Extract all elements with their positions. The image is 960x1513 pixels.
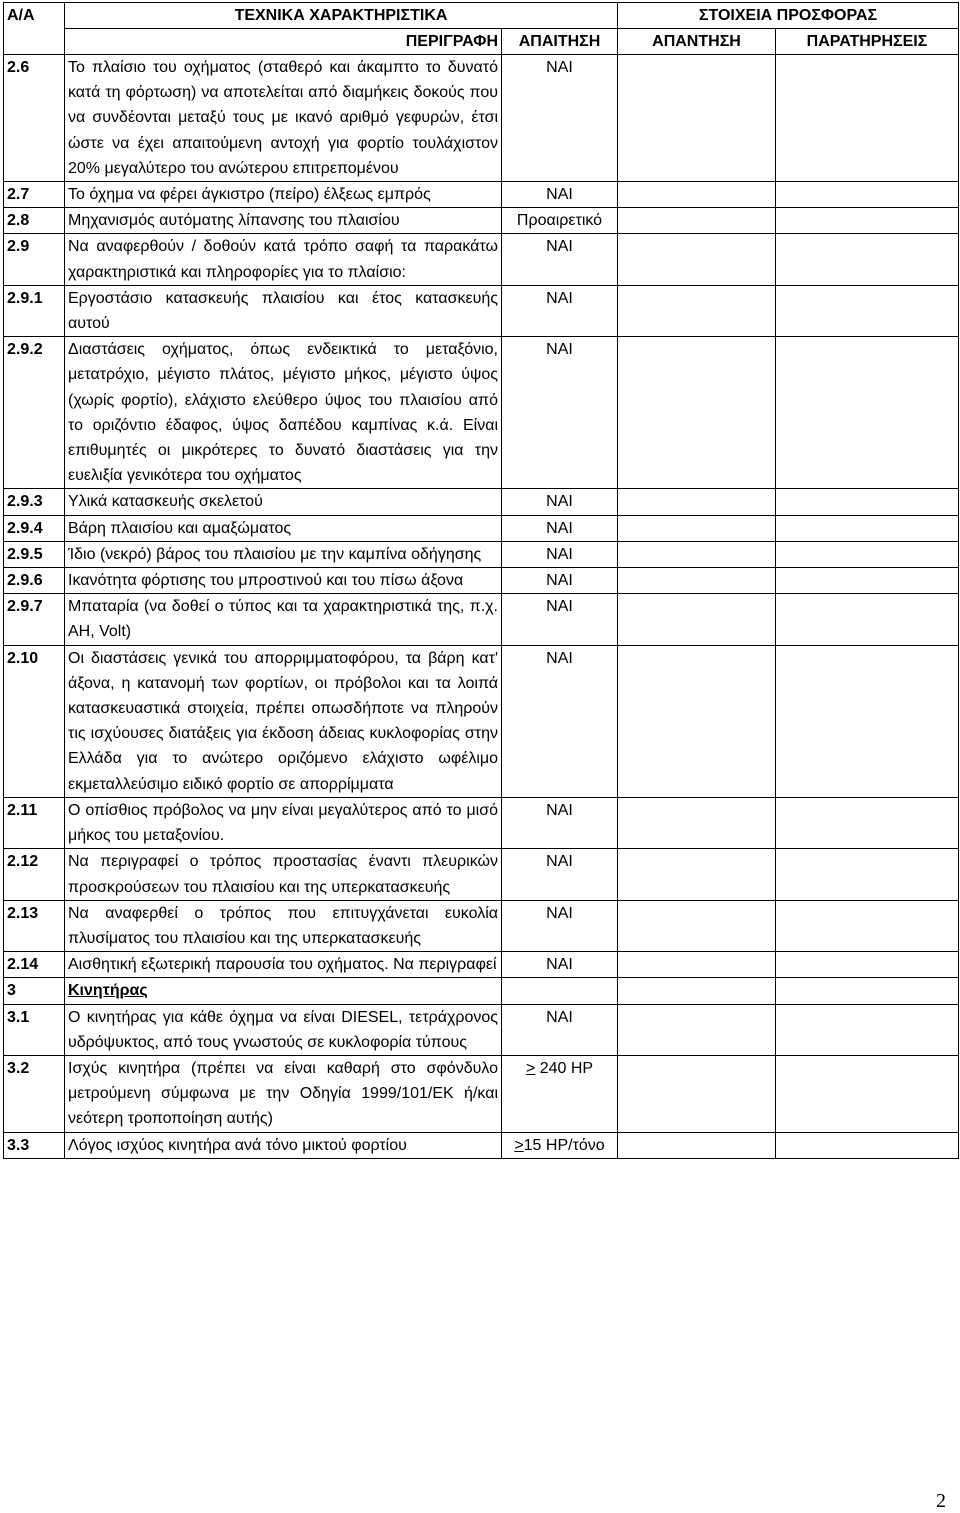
table-row: [4, 594, 959, 645]
section-title: Κινητήρας: [65, 978, 502, 1004]
row-requirement: ΝΑΙ: [502, 541, 618, 567]
row-answer-cell[interactable]: [618, 337, 776, 489]
header-row-top: [4, 3, 959, 29]
table-row: [4, 55, 959, 182]
row-answer-cell[interactable]: [618, 594, 776, 645]
row-number: 2.9.3: [4, 489, 65, 515]
row-description: Μηχανισμός αυτόματης λίπανσης του πλαισίου: [65, 208, 502, 234]
table-row: [4, 208, 959, 234]
row-requirement: [502, 1132, 618, 1158]
row-notes-cell[interactable]: [776, 337, 959, 489]
row-answer-cell[interactable]: [618, 285, 776, 336]
row-notes-cell[interactable]: [776, 978, 959, 1004]
row-number: 3.1: [4, 1004, 65, 1055]
row-answer-cell[interactable]: [618, 515, 776, 541]
row-requirement: [502, 1055, 618, 1132]
row-description: Το όχημα να φέρει άγκιστρο (πείρο) έλξεως εμπρός: [65, 182, 502, 208]
row-requirement: ΝΑΙ: [502, 515, 618, 541]
row-answer-cell[interactable]: [618, 1004, 776, 1055]
table-row: [4, 285, 959, 336]
row-requirement: ΝΑΙ: [502, 337, 618, 489]
row-description: Ο κινητήρας για κάθε όχημα να είναι DIESEL, τετράχρονος υδρόψυκτος, από τους γνωστούς σε κυκλοφορία τύπους: [65, 1004, 502, 1055]
row-notes-cell[interactable]: [776, 1055, 959, 1132]
row-number: 2.10: [4, 645, 65, 797]
table-row: [4, 489, 959, 515]
row-requirement: ΝΑΙ: [502, 55, 618, 182]
header-requirement: ΑΠΑΙΤΗΣΗ: [502, 29, 618, 55]
row-description: Οι διαστάσεις γενικά του απορριμματοφόρου, τα βάρη κατ' άξονα, η κατανομή των φορτίων, οι πρόβολοι και τα λοιπά κατασκευαστικά στοιχεία, πρέπει οπωσδήποτε να πληρούν τις ισχύουσες διατάξεις για έκδοση άδειας κυκλοφορίας στην Ελλάδα για το ανώτερο οριζόμενο ελάχιστο ωφέλιμο εκμεταλλεύσιμο ειδικό φορτίο σε απορρίμματα: [65, 645, 502, 797]
row-answer-cell[interactable]: [618, 900, 776, 951]
row-number: 2.11: [4, 797, 65, 848]
header-row-bottom: [4, 29, 959, 55]
row-description: Υλικά κατασκευής σκελετού: [65, 489, 502, 515]
section-number: 3: [4, 978, 65, 1004]
row-number: 3.2: [4, 1055, 65, 1132]
row-answer-cell[interactable]: [618, 797, 776, 848]
row-number: 2.9.6: [4, 568, 65, 594]
row-description: Εργοστάσιο κατασκευής πλαισίου και έτος κατασκευής αυτού: [65, 285, 502, 336]
row-notes-cell[interactable]: [776, 1132, 959, 1158]
row-answer-cell[interactable]: [618, 541, 776, 567]
row-requirement: ΝΑΙ: [502, 1004, 618, 1055]
row-number: 2.9.5: [4, 541, 65, 567]
greater-equal-symbol: >: [525, 1059, 536, 1077]
header-aa: Α/Α: [4, 3, 65, 55]
row-answer-cell[interactable]: [618, 234, 776, 285]
row-notes-cell[interactable]: [776, 55, 959, 182]
row-notes-cell[interactable]: [776, 952, 959, 978]
row-description: Διαστάσεις οχήματος, όπως ενδεικτικά το μεταξόνιο, μετατρόχιο, μέγιστο πλάτος, μέγιστο μήκος, μέγιστο ύψος (χωρίς φορτίο), ελάχιστο ελεύθερο ύψος του πλαισίου από το οριζόντιο έδαφος, ύψος δαπέδου καμπίνας κ.ά. Είναι επιθυμητές οι μικρότερες το δυνατό διαστάσεις για την ευελιξία γενικότερα του οχήματος: [65, 337, 502, 489]
row-answer-cell[interactable]: [618, 645, 776, 797]
row-number: 3.3: [4, 1132, 65, 1158]
table-row: [4, 568, 959, 594]
row-number: 2.9.7: [4, 594, 65, 645]
row-requirement: ΝΑΙ: [502, 797, 618, 848]
row-description: Ισχύς κινητήρα (πρέπει να είναι καθαρή στο σφόνδυλο μετρούμενη σύμφωνα με την Οδηγία 1999/101/ΕΚ ή/και νεότερη τροποποίηση αυτής): [65, 1055, 502, 1132]
header-description: ΠΕΡΙΓΡΑΦΗ: [65, 29, 502, 55]
row-notes-cell[interactable]: [776, 515, 959, 541]
row-requirement: [502, 978, 618, 1004]
greater-equal-symbol: >: [514, 1136, 524, 1154]
row-requirement: ΝΑΙ: [502, 234, 618, 285]
page-number: 2: [936, 1490, 946, 1512]
table-row: [4, 645, 959, 797]
table-row: [4, 515, 959, 541]
row-requirement: ΝΑΙ: [502, 849, 618, 900]
row-description: Ίδιο (νεκρό) βάρος του πλαισίου με την καμπίνα οδήγησης: [65, 541, 502, 567]
row-answer-cell[interactable]: [618, 1132, 776, 1158]
table-row: [4, 234, 959, 285]
row-notes-cell[interactable]: [776, 568, 959, 594]
table-row: [4, 900, 959, 951]
row-requirement: Προαιρετικό: [502, 208, 618, 234]
row-number: 2.7: [4, 182, 65, 208]
row-answer-cell[interactable]: [618, 1055, 776, 1132]
row-description: Ο οπίσθιος πρόβολος να μην είναι μεγαλύτερος από το μισό μήκος του μεταξονίου.: [65, 797, 502, 848]
row-number: 2.14: [4, 952, 65, 978]
row-description: Να αναφερθεί ο τρόπος που επιτυγχάνεται ευκολία πλυσίματος του πλαισίου και της υπερκατασκευής: [65, 900, 502, 951]
row-requirement: ΝΑΙ: [502, 489, 618, 515]
header-technical-specs: ΤΕΧΝΙΚΑ ΧΑΡΑΚΤΗΡΙΣΤΙΚΑ: [65, 3, 618, 29]
row-notes-cell[interactable]: [776, 645, 959, 797]
row-notes-cell[interactable]: [776, 849, 959, 900]
table-row: [4, 952, 959, 978]
row-answer-cell[interactable]: [618, 568, 776, 594]
table-row: [4, 337, 959, 489]
table-row: [4, 797, 959, 848]
table-row: [4, 182, 959, 208]
row-answer-cell[interactable]: [618, 952, 776, 978]
row-requirement: ΝΑΙ: [502, 285, 618, 336]
row-notes-cell[interactable]: [776, 208, 959, 234]
row-notes-cell[interactable]: [776, 541, 959, 567]
row-number: 2.9.4: [4, 515, 65, 541]
table-row: [4, 1055, 959, 1132]
row-requirement: ΝΑΙ: [502, 952, 618, 978]
row-number: 2.9: [4, 234, 65, 285]
row-requirement: ΝΑΙ: [502, 645, 618, 797]
header-offer-details: ΣΤΟΙΧΕΙΑ ΠΡΟΣΦΟΡΑΣ: [618, 3, 959, 29]
row-description: Αισθητική εξωτερική παρουσία του οχήματος. Να περιγραφεί: [65, 952, 502, 978]
row-description: Λόγος ισχύος κινητήρα ανά τόνο μικτού φορτίου: [65, 1132, 502, 1158]
row-answer-cell[interactable]: [618, 208, 776, 234]
table-row: [4, 849, 959, 900]
row-requirement: ΝΑΙ: [502, 182, 618, 208]
row-number: 2.9.2: [4, 337, 65, 489]
row-number: 2.12: [4, 849, 65, 900]
table-row: [4, 1004, 959, 1055]
section-row-engine: [4, 978, 959, 1004]
row-number: 2.13: [4, 900, 65, 951]
row-description: Να περιγραφεί ο τρόπος προστασίας έναντι πλευρικών προσκρούσεων του πλαισίου και της υπερκατασκευής: [65, 849, 502, 900]
row-notes-cell[interactable]: [776, 182, 959, 208]
row-description: Μπαταρία (να δοθεί ο τύπος και τα χαρακτηριστικά της, π.χ. AH, Volt): [65, 594, 502, 645]
row-answer-cell[interactable]: [618, 489, 776, 515]
row-description: Βάρη πλαισίου και αμαξώματος: [65, 515, 502, 541]
requirement-value: 15 HP/τόνο: [523, 1136, 605, 1154]
row-requirement: ΝΑΙ: [502, 568, 618, 594]
table-row: [4, 1132, 959, 1158]
row-description: Να αναφερθούν / δοθούν κατά τρόπο σαφή τα παρακάτω χαρακτηριστικά και πληροφορίες για το πλαίσιο:: [65, 234, 502, 285]
specifications-table: [3, 2, 959, 1159]
row-requirement: ΝΑΙ: [502, 594, 618, 645]
header-answer: ΑΠΑΝΤΗΣΗ: [618, 29, 776, 55]
table-row: [4, 541, 959, 567]
row-number: 2.6: [4, 55, 65, 182]
row-notes-cell[interactable]: [776, 285, 959, 336]
row-answer-cell[interactable]: [618, 55, 776, 182]
header-notes: ΠΑΡΑΤΗΡΗΣΕΙΣ: [776, 29, 959, 55]
row-notes-cell[interactable]: [776, 1004, 959, 1055]
row-description: Ικανότητα φόρτισης του μπροστινού και του πίσω άξονα: [65, 568, 502, 594]
row-number: 2.8: [4, 208, 65, 234]
row-answer-cell[interactable]: [618, 849, 776, 900]
row-answer-cell[interactable]: [618, 182, 776, 208]
requirement-value: 240 HP: [535, 1059, 594, 1077]
row-notes-cell[interactable]: [776, 234, 959, 285]
row-notes-cell[interactable]: [776, 594, 959, 645]
row-notes-cell[interactable]: [776, 489, 959, 515]
row-requirement: ΝΑΙ: [502, 900, 618, 951]
row-notes-cell[interactable]: [776, 900, 959, 951]
row-number: 2.9.1: [4, 285, 65, 336]
row-notes-cell[interactable]: [776, 797, 959, 848]
row-answer-cell[interactable]: [618, 978, 776, 1004]
row-description: Το πλαίσιο του οχήματος (σταθερό και άκαμπτο το δυνατό κατά τη φόρτωση) να αποτελείται από διαμήκεις δοκούς που να συνδέονται μεταξύ τους με ικανό αριθμό γεφυρών, έτσι ώστε να έχει απαιτούμενη αντοχή για φορτίο τουλάχιστον 20% μεγαλύτερο του ανώτερου επιτρεπομένου: [65, 55, 502, 182]
